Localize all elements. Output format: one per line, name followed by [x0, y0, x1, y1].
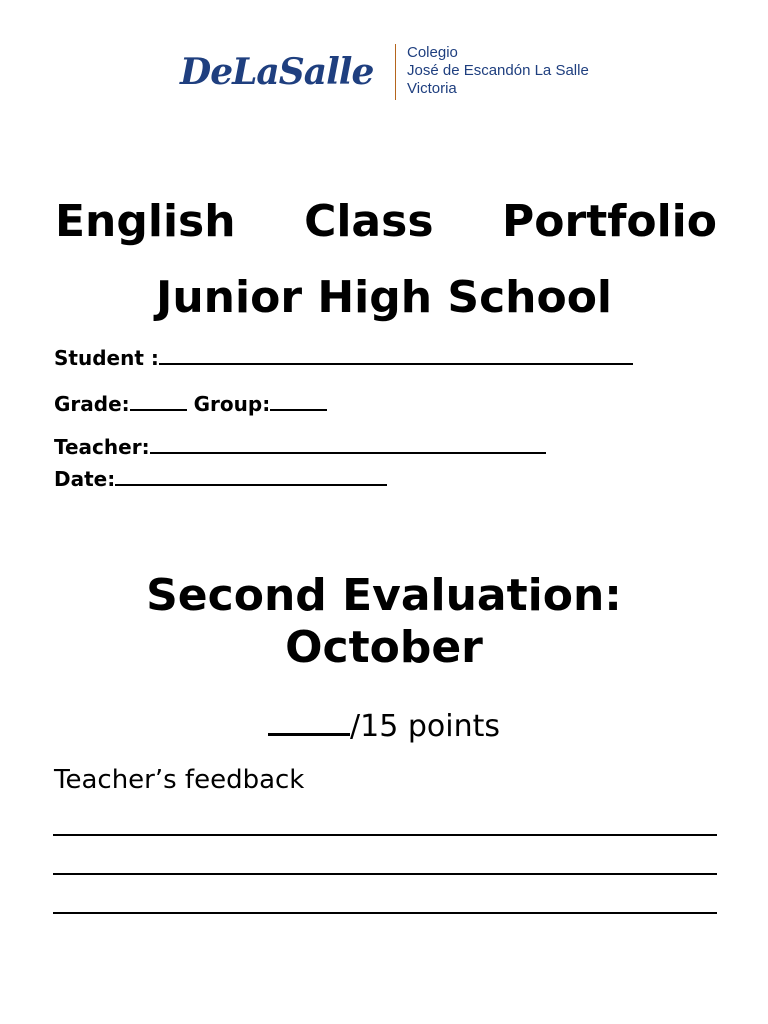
group-label: Group: — [193, 392, 271, 416]
teacher-blank[interactable] — [150, 434, 546, 454]
evaluation-month: October — [285, 622, 483, 673]
feedback-line-1[interactable] — [53, 834, 717, 836]
grade-label: Grade: — [54, 392, 130, 416]
student-blank[interactable] — [159, 345, 633, 365]
teacher-field[interactable] — [54, 434, 546, 459]
feedback-line-2[interactable] — [53, 873, 717, 875]
points-score — [0, 705, 768, 746]
school-name-line-1: Colegio — [407, 44, 458, 61]
school-name-line-3: Victoria — [407, 80, 457, 97]
page-title — [55, 196, 717, 248]
page-subtitle: Junior High School — [155, 272, 613, 323]
grade-blank[interactable] — [130, 391, 187, 411]
delasalle-script-logo: DeLaSalle — [180, 51, 374, 93]
grade-group-field — [54, 391, 327, 416]
title-word-english: English — [55, 196, 236, 247]
school-logo — [180, 44, 610, 102]
evaluation-heading — [0, 570, 768, 674]
school-name-line-2: José de Escandón La Salle — [407, 62, 589, 79]
date-label: Date: — [54, 467, 116, 491]
title-word-class: Class — [304, 196, 434, 247]
student-field[interactable] — [54, 345, 633, 370]
points-total: /15 points — [350, 709, 500, 744]
title-word-portfolio: Portfolio — [502, 196, 717, 247]
feedback-line-3[interactable] — [53, 912, 717, 914]
logo-divider — [395, 44, 396, 100]
student-label: Student : — [54, 346, 159, 370]
group-blank[interactable] — [270, 391, 327, 411]
feedback-label: Teacher’s feedback — [54, 765, 305, 795]
date-blank[interactable] — [115, 466, 387, 486]
date-field[interactable] — [54, 466, 387, 491]
evaluation-title: Second Evaluation: — [146, 570, 622, 621]
teacher-label: Teacher: — [54, 435, 150, 459]
points-blank[interactable] — [268, 705, 350, 736]
school-name — [407, 44, 589, 98]
